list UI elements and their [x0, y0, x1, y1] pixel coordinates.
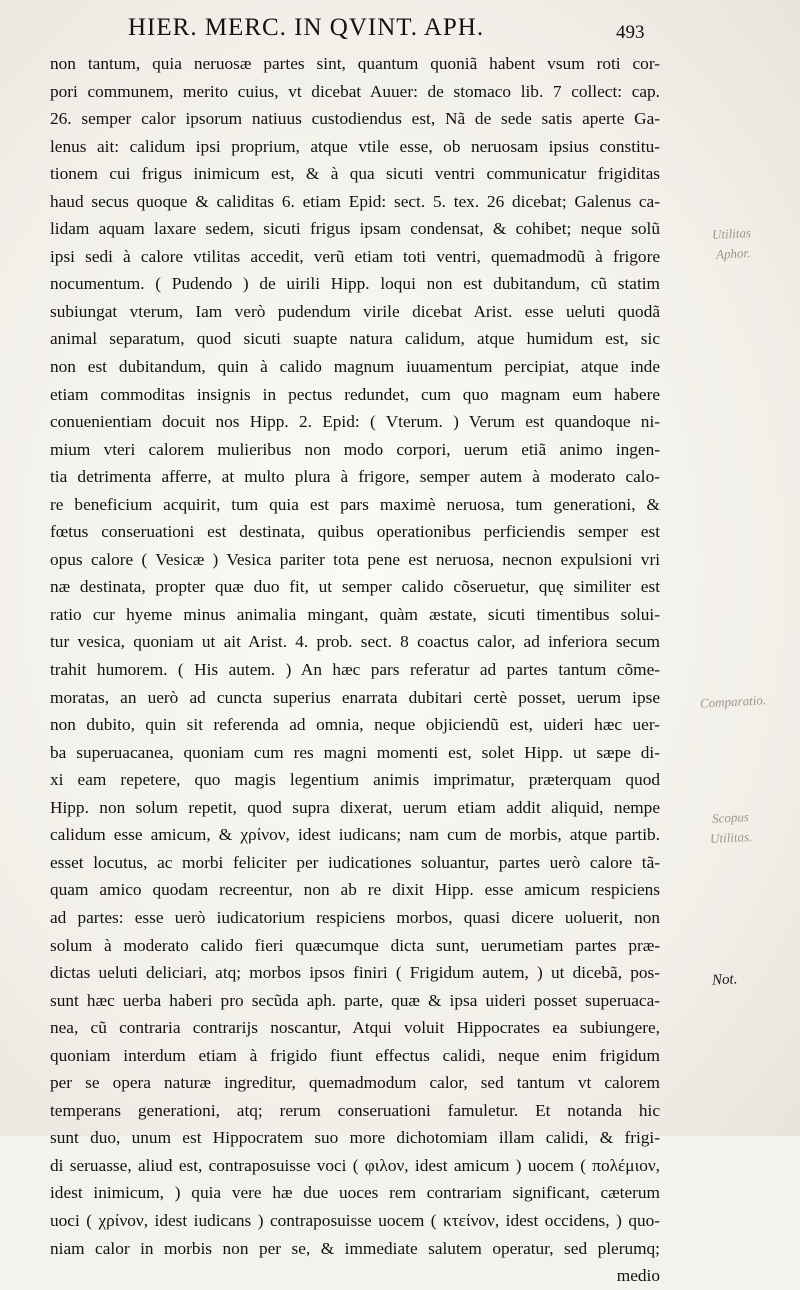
text-line: solum à moderato calido fieri quæcumque dicta sunt, uerumetiam partes præ-	[50, 935, 660, 955]
text-line: trahit humorem. ( His autem. ) An hæc pars referatur ad partes tantum cõme-	[50, 660, 660, 680]
text-line: næ destinata, propter quæ duo fit, ut semper calido cõseruetur, quę similiter est	[50, 577, 660, 597]
body-text	[50, 50, 660, 1290]
text-line: pori communem, merito cuius, vt dicebat Auuer: de stomaco lib. 7 collect: cap.	[50, 81, 660, 101]
text-line: etiam commoditas insignis in pectus redundet, cum quo magnam eum habere	[50, 384, 660, 404]
text-line: conuenientiam docuit nos Hipp. 2. Epid: ( Vterum. ) Verum est quandoque ni-	[50, 412, 660, 432]
text-line: niam calor in morbis non per se, & immediate salutem operatur, sed plerumq;	[50, 1238, 660, 1258]
text-line: nocumentum. ( Pudendo ) de uirili Hipp. loqui non est dubitandum, cũ statim	[50, 274, 660, 294]
text-line: ipsi sedi à calore vtilitas accedit, verũ etiam toti ventri, quemadmodũ à frigore	[50, 246, 660, 266]
text-line: per se opera naturæ ingreditur, quemadmodum calor, sed tantum vt calorem	[50, 1073, 660, 1093]
text-line: nea, cũ contraria contrarijs noscantur, Atqui voluit Hippocrates ea subiungere,	[50, 1018, 660, 1038]
page-number: 493	[616, 22, 645, 43]
text-line: mium vteri calorem mulieribus non modo corpori, uerum etiã animo ingen-	[50, 439, 660, 459]
text-line: ratio cur hyeme minus animalia mingant, quàm æstate, sicuti timentibus solui-	[50, 604, 660, 624]
margin-note: Not.	[711, 971, 738, 989]
text-line: esset locutus, ac morbi feliciter per iudicationes soluantur, partes uerò calore tã-	[50, 852, 660, 872]
margin-note: Comparatio.	[699, 692, 767, 711]
running-title: HIER. MERC. IN QVINT. APH.	[128, 14, 485, 41]
text-line: xi eam repetere, quo magis legentium animis imprimatur, præterquam quod	[50, 770, 660, 790]
text-line: opus calore ( Vesicæ ) Vesica pariter tota pene est neruosa, necnon expulsioni vri	[50, 549, 660, 569]
text-line: sunt hæc uerba haberi pro secũda aph. parte, quæ & ipsa uideri posset superuaca-	[50, 990, 660, 1010]
text-line: Hipp. non solum repetit, quod supra dixerat, uerum etiam addit aliquid, nempe	[50, 797, 660, 817]
text-line: ad partes: esse uerò iudicatorium respiciens morbos, quasi dicere uoluerit, non	[50, 907, 660, 927]
text-line: lenus ait: calidum ipsi proprium, atque vtile esse, ob neruosam ipsius constitu-	[50, 136, 660, 156]
text-line: medio	[616, 1266, 660, 1286]
text-line: uoci ( χρίνον, idest iudicans ) contraposuisse uocem ( κτείνον, idest occidens, ) quo-	[50, 1210, 660, 1230]
text-line: 26. semper calor ipsorum natiuus custodiendus est, Nã de sede satis aperte Ga-	[50, 109, 660, 129]
text-line: re beneficium acquirit, tum quia est pars maximè neruosa, tum generationi, &	[50, 494, 660, 514]
text-line: subiungat vterum, Iam verò pudendum virile dicebat Arist. esse ueluti quodã	[50, 301, 660, 321]
text-line: ba superuacanea, quoniam cum res magni momenti est, solet Hipp. ut sæpe di-	[50, 742, 660, 762]
text-line: sunt duo, unum est Hippocratem suo more dichotomiam illam calidi, & frigi-	[50, 1128, 660, 1148]
text-line: quam amico quodam recreentur, non ab re dixit Hipp. esse amicum respiciens	[50, 880, 660, 900]
margin-note: Utilitas.	[709, 828, 753, 847]
text-line: animal separatum, quod sicuti suapte natura calidum, atque humidum est, sic	[50, 329, 660, 349]
margin-note: Scopus	[711, 809, 750, 826]
text-line: tia detrimenta afferre, at multo plura à frigore, semper autem à moderato calo-	[50, 467, 660, 487]
text-line: non est dubitandum, quin à calido magnum iuuamentum percipiat, atque inde	[50, 357, 660, 377]
text-line: fœtus conseruationi est destinata, quibus operationibus perficiendis semper est	[50, 522, 660, 542]
text-line: temperans generationi, atq; rerum conseruationi famuletur. Et notanda hic	[50, 1100, 660, 1120]
text-line: non dubito, quin sit referenda ad omnia, neque objiciendũ est, uideri hæc uer-	[50, 715, 660, 735]
text-line: di seruasse, aliud est, contraposuisse voci ( φιλον, idest amicum ) uocem ( πολέμιον,	[50, 1155, 660, 1175]
text-line: idest inimicum, ) quia vere hæ due uoces rem contrariam significant, cæterum	[50, 1183, 660, 1203]
text-line: moratas, an uerò ad cuncta superius enarrata dubitari certè posset, uerum ipse	[50, 687, 660, 707]
text-line: quoniam interdum etiam à frigido fiunt effectus calidi, neque enim frigidum	[50, 1045, 660, 1065]
text-line: dictas ueluti deliciari, atq; morbos ipsos finiri ( Frigidum autem, ) ut dicebã, pos-	[50, 963, 660, 983]
text-line: non tantum, quia neruosæ partes sint, quantum quoniã habent vsum roti cor-	[50, 54, 660, 73]
text-line: tionem cui frigus inimicum est, & à qua sicuti ventri communicatur frigiditas	[50, 164, 660, 184]
margin-note: Aphor.	[715, 245, 751, 262]
text-line: calidum esse amicum, & χρίνον, idest iudicans; nam cum de morbis, atque partib.	[50, 825, 660, 845]
text-line: haud secus quoque & caliditas 6. etiam Epid: sect. 5. tex. 26 dicebat; Galenus ca-	[50, 191, 660, 211]
text-line: tur vesica, quoniam ut ait Arist. 4. prob. sect. 8 coactus calor, ad inferiora secum	[50, 632, 660, 652]
text-line: lidam aquam laxare sedem, sicuti frigus ipsam condensat, & cohibet; neque solũ	[50, 219, 660, 239]
margin-note: Utilitas	[711, 224, 752, 243]
